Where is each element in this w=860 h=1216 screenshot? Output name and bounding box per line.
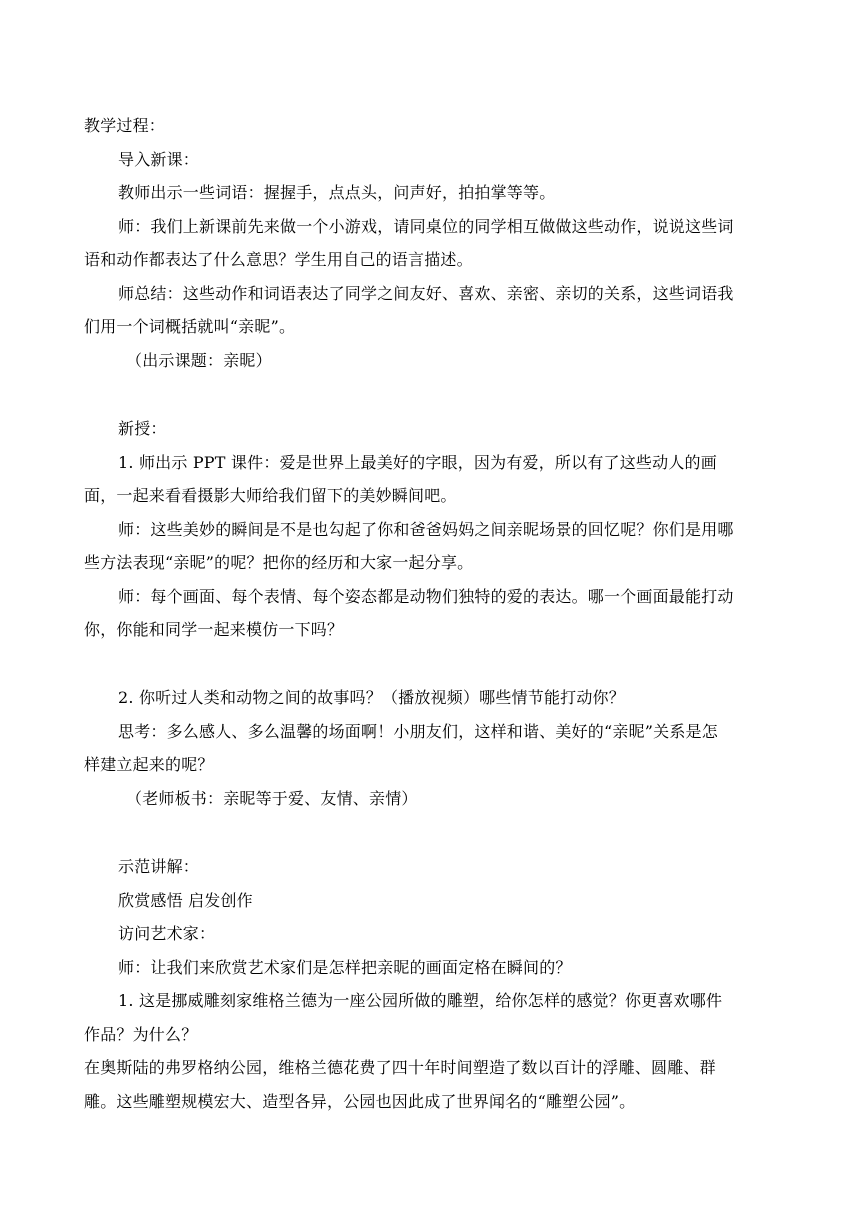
paragraph-line: 在奥斯陆的弗罗格纳公园，维格兰德花费了四十年时间塑造了数以百计的浮雕、圆雕、群 (84, 1058, 716, 1077)
paragraph-line: 师：这些美妙的瞬间是不是也勾起了你和爸爸妈妈之间亲昵场景的回忆呢？你们是用哪 (118, 520, 734, 539)
paragraph-line: 师：让我们来欣赏艺术家们是怎样把亲昵的画面定格在瞬间的？ (118, 958, 572, 977)
paragraph-line: 语和动作都表达了什么意思？学生用自己的语言描述。 (84, 250, 473, 269)
subheading-introduction: 导入新课： (118, 150, 200, 169)
paragraph-line: 样建立起来的呢？ (84, 755, 214, 774)
paragraph-line: 些方法表现“亲昵”的呢？把你的经历和大家一起分享。 (84, 553, 474, 572)
paragraph-line: 面，一起来看看摄影大师给我们留下的美妙瞬间吧。 (84, 486, 457, 505)
paragraph-line: 2. 你听过人类和动物之间的故事吗？（播放视频）哪些情节能打动你？ (118, 688, 625, 707)
subheading-visit-artist: 访问艺术家： (118, 924, 216, 943)
paragraph-line: 你，你能和同学一起来模仿一下吗？ (84, 620, 344, 639)
paragraph-line: 师：每个画面、每个表情、每个姿态都是动物们独特的爱的表达。哪一个画面最能打动 (118, 587, 734, 606)
section-heading-teaching-process: 教学过程： (84, 116, 166, 135)
paragraph-line: 们用一个词概括就叫“亲昵”。 (84, 317, 296, 336)
subheading-new-lesson: 新授： (118, 419, 167, 438)
subheading-demonstration: 示范讲解： (118, 857, 200, 876)
paragraph-line: 作品？为什么？ (84, 1025, 198, 1044)
paragraph-line: （出示课题：亲昵） (126, 351, 272, 370)
subheading-appreciation: 欣赏感悟 启发创作 (118, 891, 253, 910)
paragraph-line: 1. 这是挪威雕刻家维格兰德为一座公园所做的雕塑，给你怎样的感觉？你更喜欢哪件 (118, 991, 723, 1010)
paragraph-line: 师：我们上新课前先来做一个小游戏，请同桌位的同学相互做做这些动作，说说这些词 (118, 217, 734, 236)
paragraph-line: 思考：多么感人、多么温馨的场面啊！小朋友们，这样和谐、美好的“亲昵”关系是怎 (118, 722, 718, 741)
paragraph-line: 1. 师出示 PPT 课件：爱是世界上最美好的字眼，因为有爱，所以有了这些动人的画 (118, 453, 717, 472)
paragraph-line: （老师板书：亲昵等于爱、友情、亲情） (126, 789, 418, 808)
paragraph-line: 雕。这些雕塑规模宏大、造型各异，公园也因此成了世界闻名的“雕塑公园”。 (84, 1092, 636, 1111)
paragraph-line: 教师出示一些词语：握握手，点点头，问声好，拍拍掌等等。 (118, 183, 556, 202)
paragraph-line: 师总结：这些动作和词语表达了同学之间友好、喜欢、亲密、亲切的关系，这些词语我 (118, 284, 734, 303)
